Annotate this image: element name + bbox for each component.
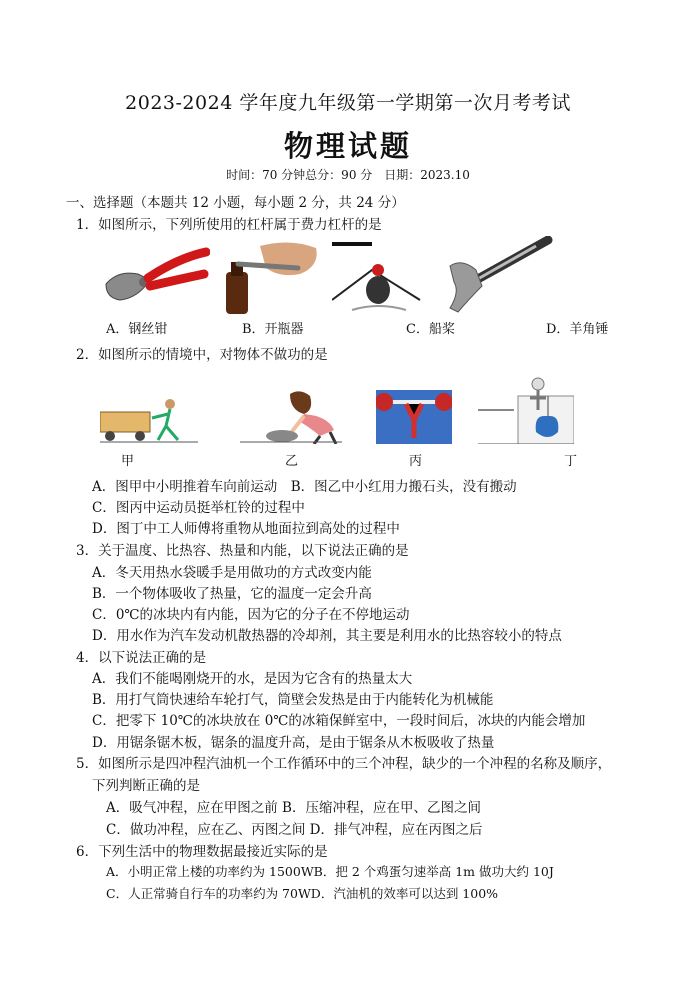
question-5-stem: 5．如图所示是四冲程汽油机一个工作循环中的三个冲程，缺少的一个冲程的名称及顺序，	[76, 756, 612, 772]
q3-option-d: D．用水作为汽车发动机散热器的冷却剂，其主要是利用水的比热容较小的特点	[92, 628, 562, 644]
q3-option-a: A．冬天用热水袋暖手是用做功的方式改变内能	[92, 565, 372, 581]
q2-fig-label-jia: 甲	[121, 454, 135, 469]
question-4-stem: 4．以下说法正确的是	[76, 650, 207, 666]
weightlifter-image	[376, 390, 452, 444]
q2-option-ab: A．图甲中小明推着车向前运动 B．图乙中小红用力搬石头，没有搬动	[92, 479, 517, 495]
q4-option-b: B．用打气筒快速给车轮打气，筒壁会发热是由于内能转化为机械能	[92, 692, 494, 708]
question-2-stem: 2．如图所示的情境中，对物体不做功的是	[76, 347, 328, 363]
push-cart-image	[100, 398, 198, 444]
q3-option-c: C．0℃的冰块内有内能，因为它的分子在不停地运动	[92, 607, 410, 623]
exam-meta: 时间：70 分钟总分：90 分 日期：2023.10	[226, 168, 470, 182]
q1-caption-b: B．开瓶器	[242, 322, 304, 337]
q4-option-a: A．我们不能喝刚烧开的水，是因为它含有的热量太大	[92, 671, 413, 687]
question-5-stem-cont: 下列判断正确的是	[92, 778, 200, 794]
question-6-stem: 6．下列生活中的物理数据最接近实际的是	[76, 844, 328, 860]
q2-fig-label-ding: 丁	[564, 454, 578, 469]
q4-option-c: C．把零下 10℃的冰块放在 0℃的冰箱保鲜室中，一段时间后，冰块的内能会增加	[92, 713, 586, 729]
lift-weight-image	[478, 376, 574, 444]
q2-fig-label-bing: 丙	[409, 454, 423, 469]
question-1-stem: 1．如图所示，下列所使用的杠杆属于费力杠杆的是	[76, 217, 382, 233]
oar-image	[332, 240, 426, 314]
q6-option-ab: A．小明正常上楼的功率约为 1500WB．把 2 个鸡蛋匀速举高 1m 做功大约 10J	[106, 864, 554, 879]
q5-option-cd: C．做功冲程，应在乙、丙图之间 D．排气冲程，应在丙图之后	[106, 822, 483, 838]
q1-caption-d: D．羊角锤	[546, 322, 609, 337]
q4-option-d: D．用锯条锯木板，锯条的温度升高，是由于锯条从木板吸收了热量	[92, 735, 495, 751]
lift-stone-image	[230, 386, 342, 444]
question-3-stem: 3．关于温度、比热容、热量和内能，以下说法正确的是	[76, 543, 409, 559]
q6-option-cd: C．人正常骑自行车的功率约为 70WD．汽油机的效率可以达到 100%	[106, 886, 499, 901]
bottle-opener-image	[220, 238, 324, 314]
claw-hammer-image	[436, 236, 554, 316]
q3-option-b: B．一个物体吸收了热量，它的温度一定会升高	[92, 586, 372, 602]
subject-title: 物理试题	[283, 129, 412, 163]
q1-caption-a: A．钢丝钳	[106, 322, 168, 337]
q2-option-d: D．图丁中工人师傅将重物从地面拉到高处的过程中	[92, 521, 400, 537]
q2-fig-label-yi: 乙	[285, 454, 299, 469]
section-heading: 一、选择题（本题共 12 小题，每小题 2 分，共 24 分）	[66, 195, 405, 211]
q2-option-c: C．图丙中运动员挺举杠铃的过程中	[92, 500, 305, 516]
exam-title: 2023-2024 学年度九年级第一学期第一次月考考试	[125, 92, 571, 114]
q5-option-ab: A．吸气冲程，应在甲图之前 B．压缩冲程，应在甲、乙图之间	[106, 800, 481, 816]
pliers-image	[98, 240, 210, 312]
q1-caption-c: C．船桨	[406, 322, 455, 337]
